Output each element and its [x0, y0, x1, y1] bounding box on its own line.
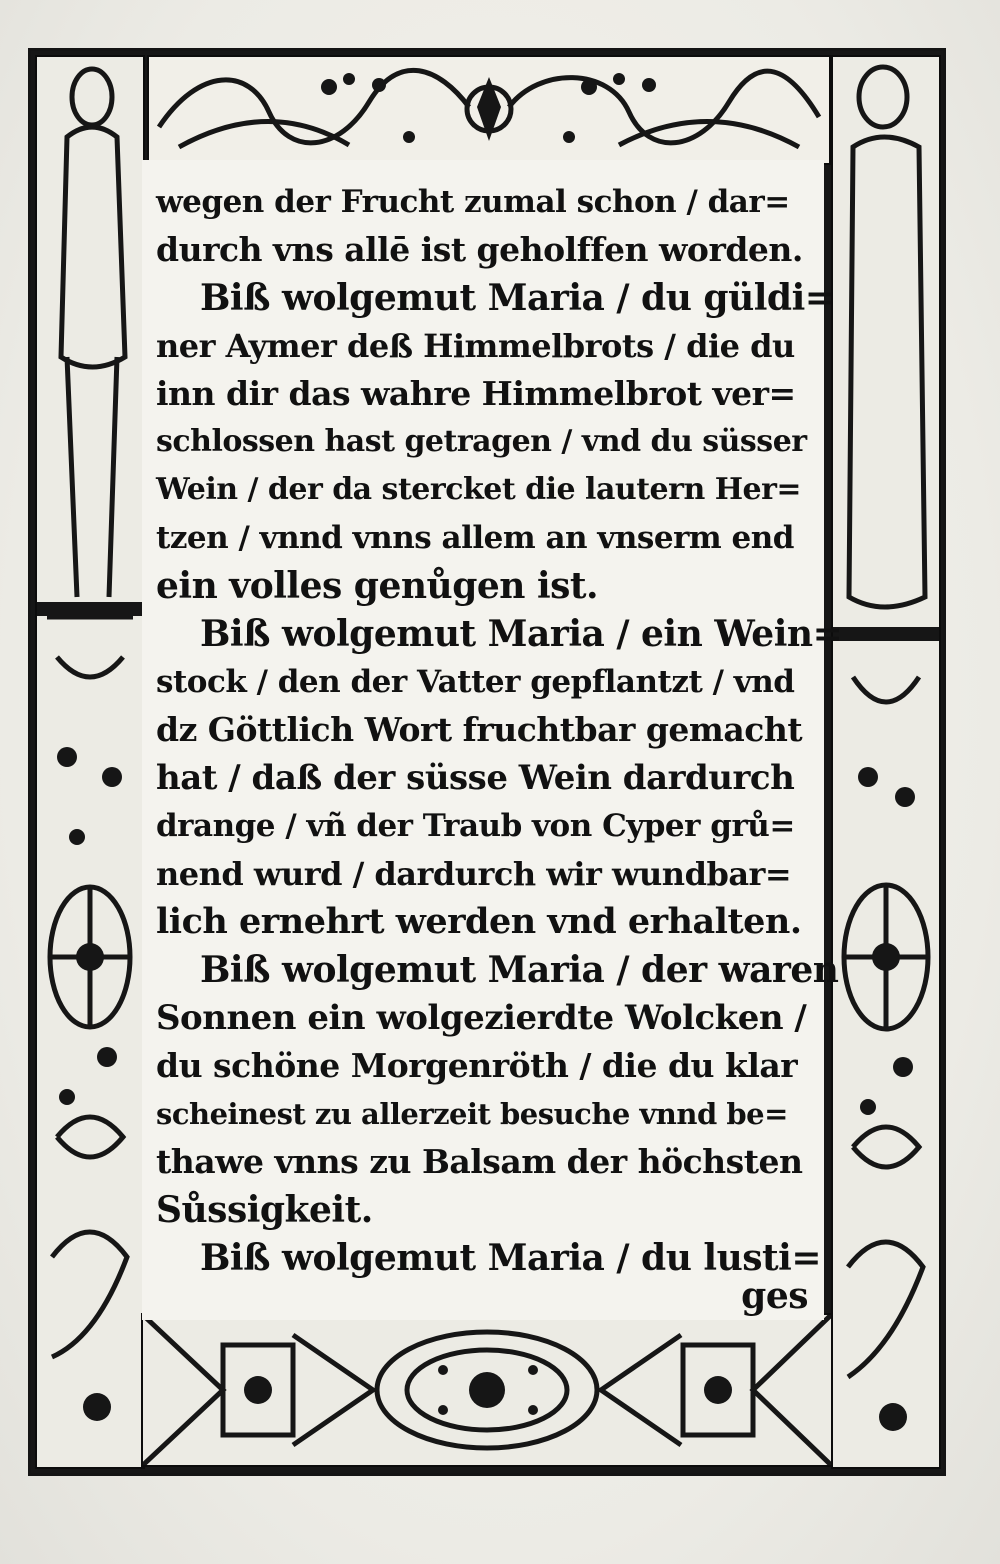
text-line: durch vns allē ist geholffen worden.	[156, 230, 803, 269]
text-line: thawe vnns zu Balsam der höchsten	[156, 1142, 803, 1181]
text-line: wegen der Frucht zumal schon / dar=	[156, 184, 790, 220]
text-line: Biß wolgemut Maria / du lusti=	[200, 1237, 821, 1279]
left-ornament-column	[35, 55, 145, 1469]
text-line: Sůssigkeit.	[156, 1189, 373, 1231]
text-line: schlossen hast getragen / vnd du süsser	[156, 424, 807, 459]
text-line: Sonnen ein wolgezierdte Wolcken /	[156, 998, 807, 1038]
text-line: inn dir das wahre Himmelbrot ver=	[156, 374, 796, 413]
text-line: ner Aymer deß Himmelbrots / die du	[156, 327, 795, 365]
top-ornament-panel	[147, 55, 831, 165]
text-line: dz Göttlich Wort fruchtbar gemacht	[156, 710, 803, 749]
text-line: lich ernehrt werden vnd erhalten.	[156, 901, 802, 942]
bottom-ornament-panel	[141, 1313, 833, 1467]
text-line: Biß wolgemut Maria / der waren	[200, 949, 839, 991]
text-line: hat / daß der süsse Wein dardurch	[156, 758, 795, 798]
text-line: nend wurd / dardurch wir wundbar=	[156, 855, 792, 893]
catchword: ges	[741, 1275, 808, 1317]
text-line: scheinest zu allerzeit besuche vnnd be=	[156, 1097, 788, 1131]
text-line: drange / vñ der Traub von Cyper grů=	[156, 808, 795, 844]
text-block	[142, 160, 843, 1320]
text-line: Biß wolgemut Maria / ein Wein=	[200, 613, 843, 655]
text-line: tzen / vnnd vnns allem an vnserm end	[156, 520, 794, 556]
text-line: Wein / der da stercket die lautern Her=	[156, 472, 802, 507]
text-line: Biß wolgemut Maria / du güldi=	[200, 277, 835, 319]
text-line: ein volles genůgen ist.	[156, 565, 599, 607]
text-line: du schöne Morgenröth / die du klar	[156, 1046, 798, 1085]
text-line: stock / den der Vatter gepflantzt / vnd	[156, 664, 795, 700]
